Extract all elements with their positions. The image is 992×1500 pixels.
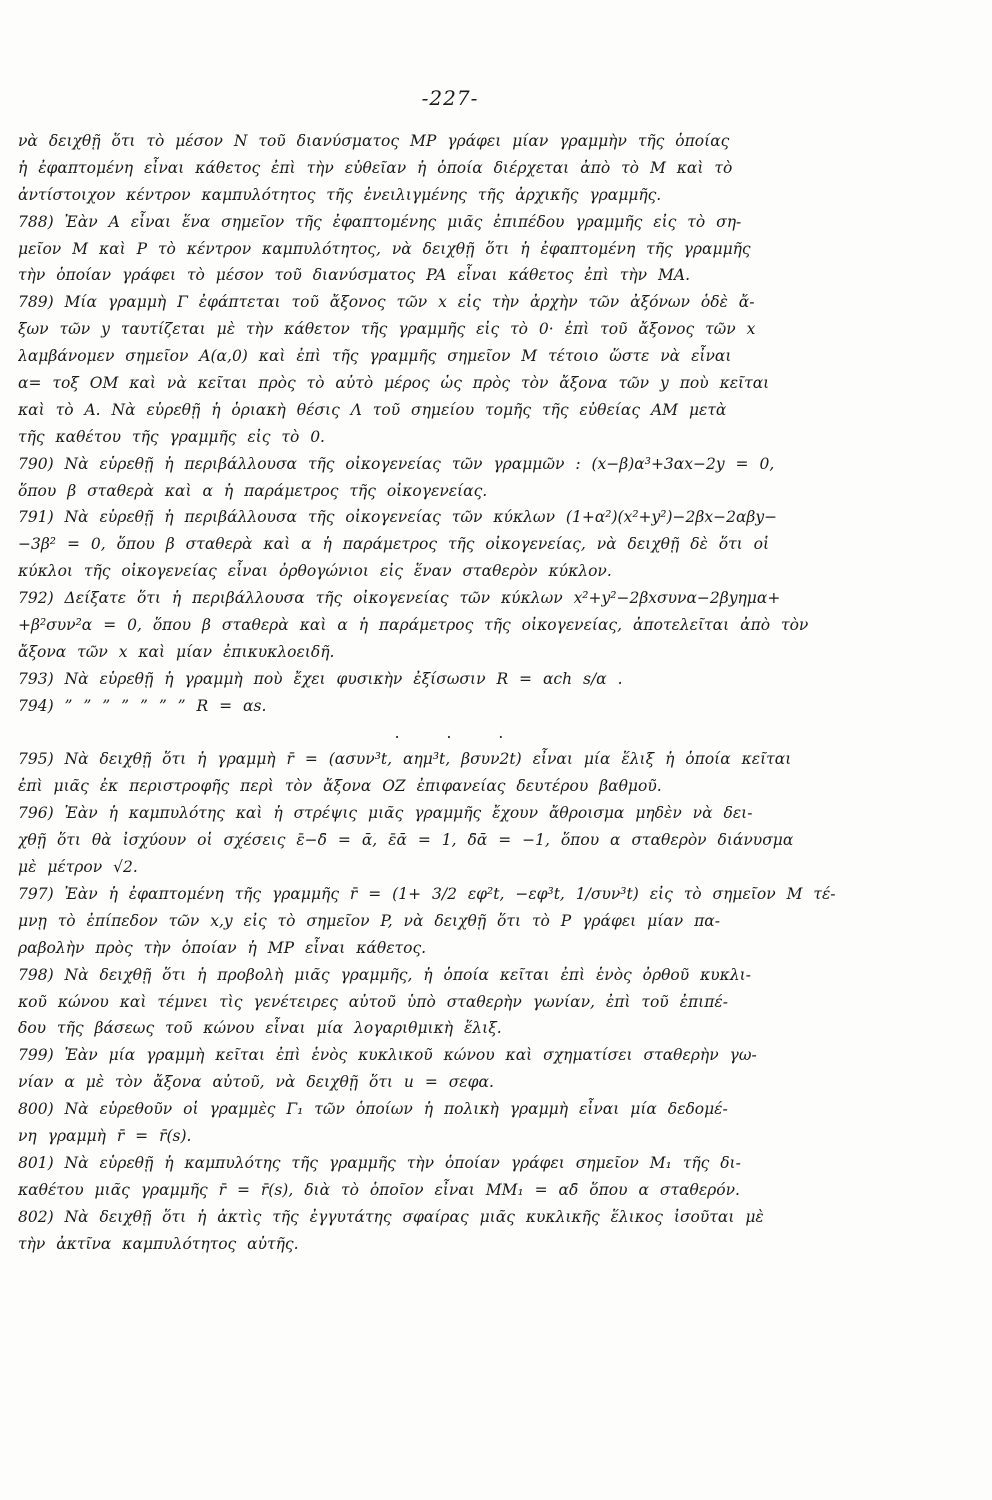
problem-802: 802) Νὰ δειχθῇ ὅτι ἡ ἀκτὶς τῆς ἐγγυτάτης σφαίρας μιᾶς κυκλικῆς ἕλικος ἰσοῦται μὲ (18, 1207, 764, 1226)
problem-800: 800) Νὰ εὑρεθοῦν οἱ γραμμὲς Γ₁ τῶν ὁποίων ἡ πολικὴ γραμμὴ εἶναι μία δεδομέ- (18, 1100, 728, 1119)
text-line: ὅπου β σταθερὰ καὶ α ἡ παράμετρος τῆς οἰκογενείας. (18, 481, 488, 500)
text-line: ἀντίστοιχον κέντρον καμπυλότητος τῆς ἐνειλιγμένης τῆς ἀρχικῆς γραμμῆς. (18, 185, 662, 204)
text-line: μνῃ τὸ ἐπίπεδον τῶν x,y εἰς τὸ σημεῖον P, νὰ δειχθῇ ὅτι τὸ Ρ γράφει μίαν πα- (18, 911, 721, 930)
text-line: κοῦ κώνου καὶ τέμνει τὶς γενέτειρες αὐτοῦ ὑπὸ σταθερὴν γωνίαν, ἐπὶ τοῦ ἐπιπέ- (18, 992, 728, 1011)
problem-799: 799) Ἐὰν μία γραμμὴ κεῖται ἐπὶ ἑνὸς κυκλικοῦ κώνου καὶ σχηματίσει σταθερὴν γω- (18, 1046, 757, 1065)
problem-789: 789) Μία γραμμὴ Γ ἐφάπτεται τοῦ ἄξονος τῶν x εἰς τὴν ἀρχὴν τῶν ἀξόνων ὁδὲ ἄ- (18, 293, 755, 312)
problem-791: 791) Νὰ εὑρεθῇ ἡ περιβάλλουσα τῆς οἰκογενείας τῶν κύκλων (1+α²)(x²+y²)−2βx−2αβy− (18, 508, 778, 527)
text-line: κύκλοι τῆς οἰκογενείας εἶναι ὀρθογώνιοι εἰς ἕναν σταθερὸν κύκλον. (18, 562, 612, 581)
text-line: νη γραμμὴ r̄ = r̄(s). (18, 1126, 192, 1145)
text-line: ραβολὴν πρὸς τὴν ὁποίαν ἡ ΜΡ εἶναι κάθετος. (18, 938, 427, 957)
text-line: καθέτου μιᾶς γραμμῆς r̄ = r̄(s), διὰ τὸ ὁποῖον εἶναι MM₁ = αδ̄ ὅπου α σταθερόν. (18, 1180, 740, 1199)
text-line: καὶ τὸ Α. Νὰ εὑρεθῇ ἡ ὁριακὴ θέσις Λ τοῦ σημείου τομῆς τῆς εὐθείας ΑΜ μετὰ (18, 400, 727, 419)
text-line: μεῖον Μ καὶ Ρ τὸ κέντρον καμπυλότητος, νὰ δειχθῇ ὅτι ἡ ἐφαπτομένη τῆς γραμμῆς (18, 239, 751, 258)
text-line: νὰ δειχθῇ ὅτι τὸ μέσον Ν τοῦ διανύσματος MP γράφει μίαν γραμμὴν τῆς ὁποίας (18, 132, 730, 150)
problem-798: 798) Νὰ δειχθῇ ὅτι ἡ προβολὴ μιᾶς γραμμῆς, ἡ ὁποία κεῖται ἐπὶ ἑνὸς ὀρθοῦ κυκλι- (18, 965, 751, 984)
page-number: -227- (421, 86, 479, 110)
problem-795: 795) Νὰ δειχθῇ ὅτι ἡ γραμμὴ r̄ = (ασυν³t, αημ³t, βσυν2t) εἶναι μία ἕλιξ ἡ ὁποία κεῖται (18, 750, 792, 769)
text-line: χθῇ ὅτι θὰ ἰσχύουν οἱ σχέσεις ε̄−δ̄ = ᾱ, ε̄ᾱ = 1, δ̄ᾱ = −1, ὅπου α σταθερὸν διάνυσμα (18, 831, 794, 850)
problem-797: 797) Ἐὰν ἡ ἐφαπτομένη τῆς γραμμῆς r̄ = (1+ 3/2 εφ²t, −εφ³t, 1/συν³t) εἰς τὸ σημεῖον Μ τέ- (18, 884, 836, 903)
text-line: α= τοξ ΟΜ καὶ νὰ κεῖται πρὸς τὸ αὐτὸ μέρος ὡς πρὸς τὸν ἄξονα τῶν y ποὺ κεῖται (18, 374, 770, 393)
text-line: −3β² = 0, ὅπου β σταθερὰ καὶ α ἡ παράμετρος τῆς οἰκογενείας, νὰ δειχθῇ δὲ ὅτι οἱ (18, 535, 770, 554)
text-line: τὴν ὁποίαν γράφει τὸ μέσον τοῦ διανύσματος PA εἶναι κάθετος ἐπὶ τὴν ΜΑ. (18, 266, 690, 285)
text-line: λαμβάνομεν σημεῖον Α(α,0) καὶ ἐπὶ τῆς γραμμῆς σημεῖον Μ τέτοιο ὥστε νὰ εἶναι (18, 347, 732, 366)
problem-796: 796) Ἐὰν ἡ καμπυλότης καὶ ἡ στρέψις μιᾶς γραμμῆς ἔχουν ἄθροισμα μηδὲν νὰ δει- (18, 804, 753, 823)
text-line: τῆς καθέτου τῆς γραμμῆς εἰς τὸ 0. (18, 427, 325, 446)
body-text (18, 128, 898, 1257)
text-line: ἐπὶ μιᾶς ἐκ περιστροφῆς περὶ τὸν ἄξονα ΟΖ ἐπιφανείας δευτέρου βαθμοῦ. (18, 777, 662, 796)
problem-801: 801) Νὰ εὑρεθῇ ἡ καμπυλότης τῆς γραμμῆς τὴν ὁποίαν γράφει σημεῖον Μ₁ τῆς δι- (18, 1153, 741, 1172)
problem-790: 790) Νὰ εὑρεθῇ ἡ περιβάλλουσα τῆς οἰκογενείας τῶν γραμμῶν : (x−β)α³+3αx−2y = 0, (18, 454, 775, 473)
problem-793: 793) Νὰ εὑρεθῇ ἡ γραμμὴ ποὺ ἔχει φυσικὴν ἐξίσωσιν R = αch s/α . (18, 669, 623, 688)
problem-788: 788) Ἐὰν Α εἶναι ἕνα σημεῖον τῆς ἐφαπτομένης μιᾶς ἐπιπέδου γραμμῆς εἰς τὸ ση- (18, 212, 742, 231)
text-line: δου τῆς βάσεως τοῦ κώνου εἶναι μία λογαριθμικὴ ἕλιξ. (18, 1019, 502, 1038)
text-line: ξων τῶν y ταυτίζεται μὲ τὴν κάθετον τῆς γραμμῆς εἰς τὸ 0· ἐπὶ τοῦ ἄξονος τῶν x (18, 320, 756, 339)
text-line: νίαν α μὲ τὸν ἄξονα αὐτοῦ, νὰ δειχθῇ ὅτι u = σεφα. (18, 1073, 494, 1092)
text-line: τὴν ἀκτῖνα καμπυλότητος αὐτῆς. (18, 1234, 299, 1253)
text-line: ἄξονα τῶν x καὶ μίαν ἐπικυκλοειδῆ. (18, 642, 335, 661)
section-separator: . . . (394, 723, 522, 742)
problem-792: 792) Δείξατε ὅτι ἡ περιβάλλουσα τῆς οἰκογενείας τῶν κύκλων x²+y²−2βxσυνα−2βyημα+ (18, 589, 781, 608)
text-line: μὲ μέτρον √2. (18, 858, 138, 877)
text-line: +β²συν²α = 0, ὅπου β σταθερὰ καὶ α ἡ παράμετρος τῆς οἰκογενείας, ἀποτελεῖται ἀπὸ τὸν (18, 616, 809, 635)
text-line: ἡ ἐφαπτομένη εἶναι κάθετος ἐπὶ τὴν εὐθεῖαν ἡ ὁποία διέρχεται ἀπὸ τὸ Μ καὶ τὸ (18, 158, 733, 177)
problem-794: 794) ” ” ” ” ” ” ” R = αs. (18, 696, 267, 715)
